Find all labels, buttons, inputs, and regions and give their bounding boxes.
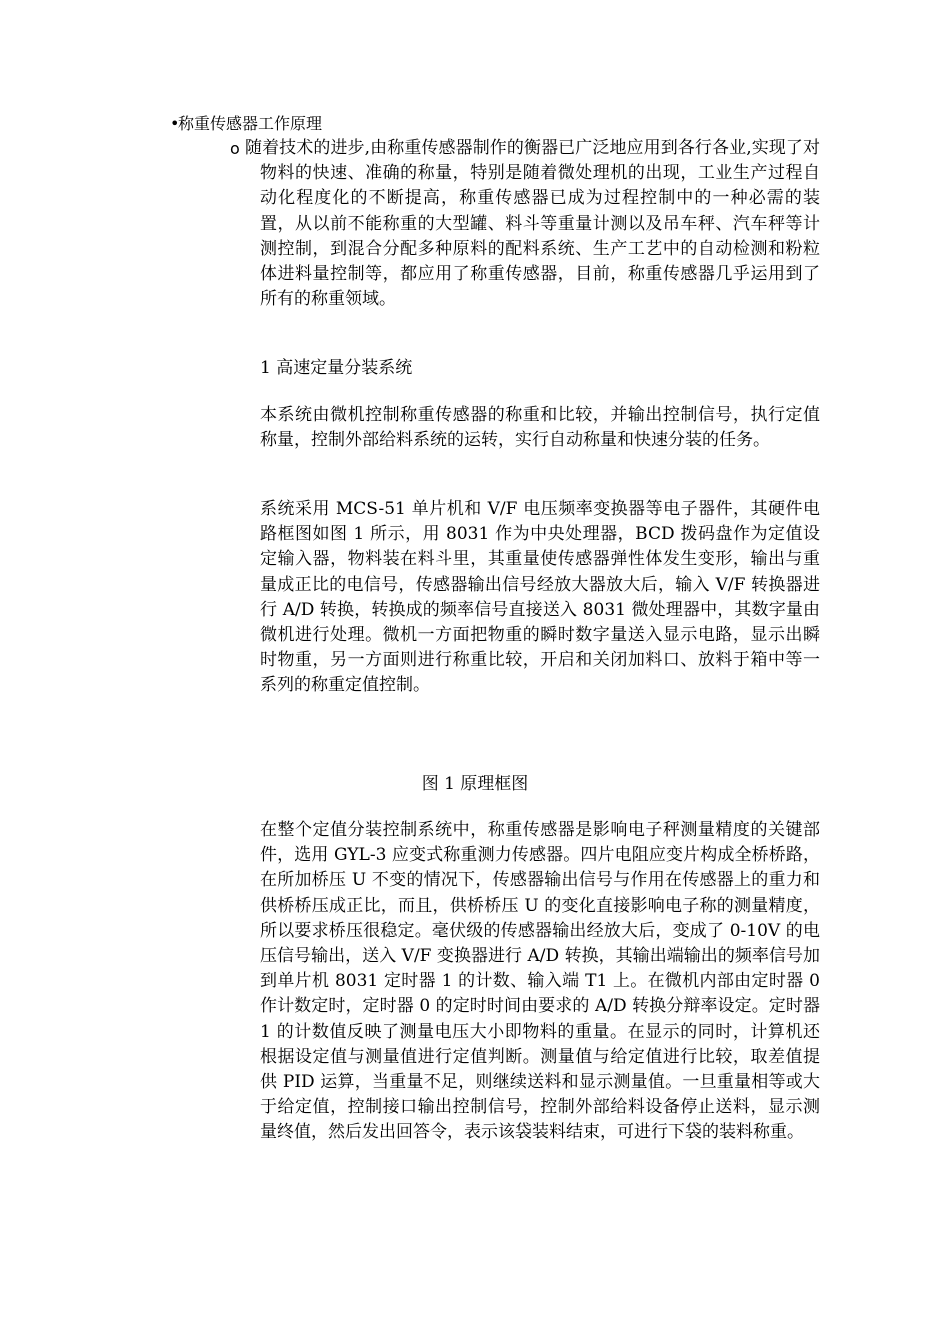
figure-caption: 图 1 原理框图 xyxy=(421,774,529,794)
sub-bullet-icon: o xyxy=(230,139,240,158)
subsection-heading: 1 高速定量分装系统 xyxy=(260,358,413,378)
paragraph-hardware: 系统采用 MCS-51 单片机和 V/F 电压频率变换器等电子器件，其硬件电路框图如图 1 所示，用 8031 作为中央处理器，BCD 拨码盘作为定值设定输入器，物料装在料斗里，其重量使传感器弹性体发生变形，输出与重量成正比的电信号，传感器输出信号经放大器放大后，输入 V/F 转换器进行 A/D 转换，转换成的频率信号直接送入 8031 微处理器中，其数字量由微机进行处理。微机一方面把物重的瞬时数字量送入显示电路，显示出瞬时物重，另一方面则进行称重比较，开启和关闭加料口、放料于箱中等一系列的称重定值控制。 xyxy=(260,499,820,696)
section-title: 称重传感器工作原理 xyxy=(178,114,323,133)
bullet-icon: • xyxy=(170,114,180,133)
paragraph-sensor-detail: 在整个定值分装控制系统中，称重传感器是影响电子秤测量精度的关键部件，选用 GYL-3 应变式称重测力传感器。四片电阻应变片构成全桥桥路，在所加桥压 U 不变的情况下，传感器输出信号与作用在传感器上的重力和供桥桥压成正比，而且，供桥桥压 U 的变化直接影响电子称的测量精度，所以要求桥压很稳定。毫伏级的传感器输出经放大后，变成了 0-10V 的电压信号输出，送入 V/F 变换器进行 A/D 转换，其输出端输出的频率信号加到单片机 8031 定时器 1 的计数、输入端 T1 上。在微机内部由定时器 0 作计数定时，定时器 0 的定时时间由要求的 A/D 转换分辩率设定。定时器 1 的计数值反映了测量电压大小即物料的重量。在显示的同时，计算机还根据设定值与测量值进行定值判断。测量值与给定值进行比较，取差值提供 PID 运算，当重量不足，则继续送料和显示测量值。一旦重量相等或大于给定值，控制接口输出控制信号，控制外部给料设备停止送料，显示测量终值，然后发出回答令，表示该袋装料结束，可进行下袋的装料称重。 xyxy=(260,820,820,1143)
paragraph-system-overview: 本系统由微机控制称重传感器的称重和比较，并输出控制信号，执行定值称量，控制外部给料系统的运转，实行自动称量和快速分装的任务。 xyxy=(260,405,820,451)
section-title-line xyxy=(170,113,322,135)
intro-paragraph: 随着技术的进步,由称重传感器制作的衡器已广泛地应用到各行各业,实现了对物料的快速、准确的称量，特别是随着微处理机的出现，工业生产过程自动化程度化的不断提高，称重传感器已成为过程控制中的一种必需的装置，从以前不能称重的大型罐、料斗等重量计测以及吊车秤、汽车秤等计测控制，到混合分配多种原料的配料系统、生产工艺中的自动检测和粉粒体进料量控制等，都应用了称重传感器，目前，称重传感器几乎运用到了所有的称重领域。 xyxy=(245,138,820,310)
